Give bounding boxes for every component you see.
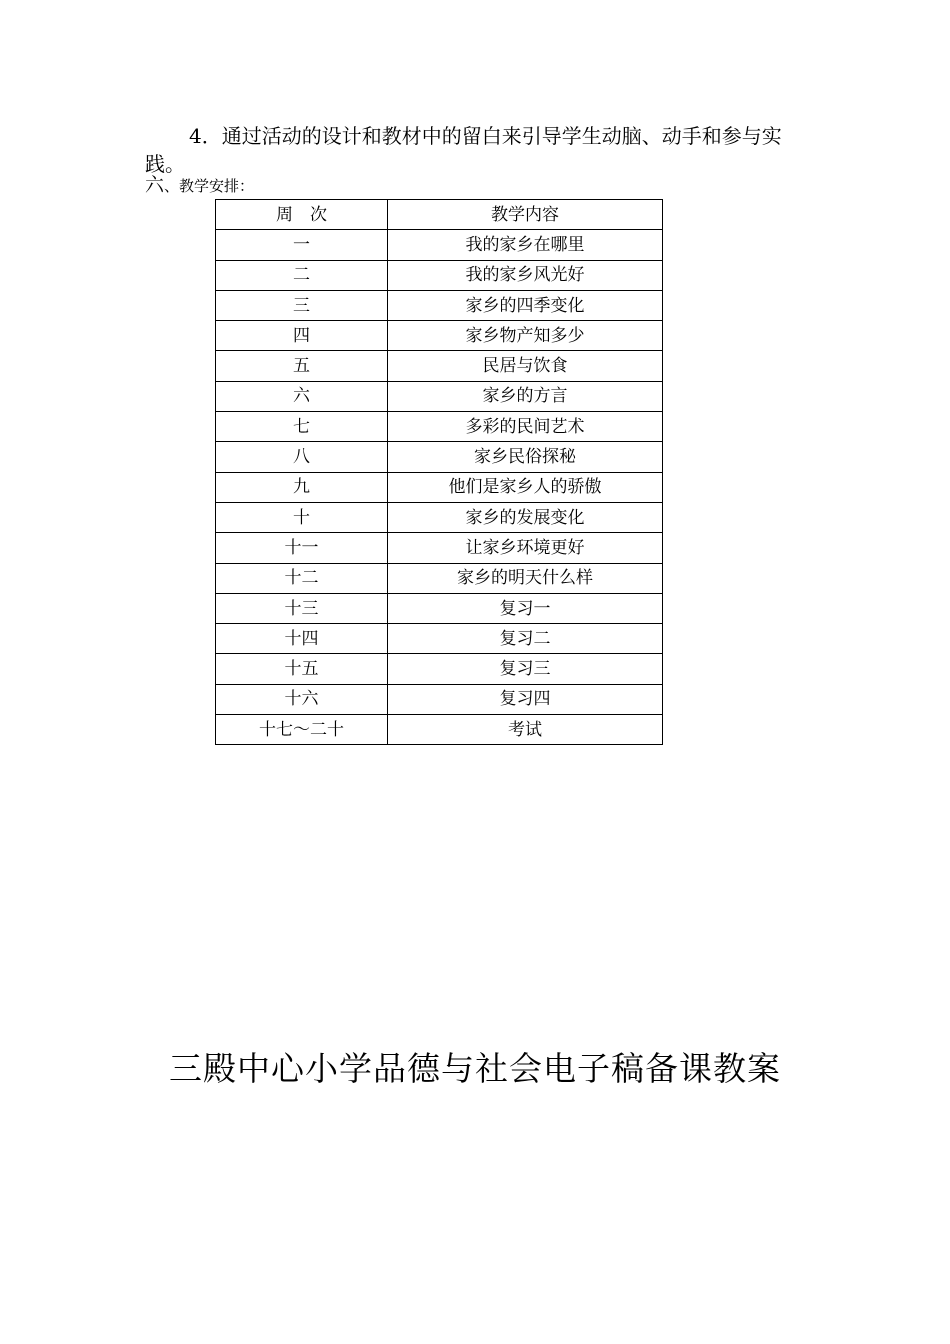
table-row bbox=[216, 442, 663, 472]
content-cell: 家乡的明天什么样 bbox=[388, 563, 663, 593]
content-cell: 民居与饮食 bbox=[388, 351, 663, 381]
week-cell: 十六 bbox=[216, 684, 388, 714]
content-cell: 他们是家乡人的骄傲 bbox=[388, 472, 663, 502]
content-cell: 我的家乡在哪里 bbox=[388, 230, 663, 260]
week-cell: 四 bbox=[216, 321, 388, 351]
content-cell: 复习一 bbox=[388, 593, 663, 623]
week-cell: 十七～二十 bbox=[216, 715, 388, 745]
week-cell: 十 bbox=[216, 502, 388, 532]
week-cell: 十四 bbox=[216, 624, 388, 654]
week-cell: 六 bbox=[216, 381, 388, 411]
content-cell: 家乡物产知多少 bbox=[388, 321, 663, 351]
content-cell: 复习三 bbox=[388, 654, 663, 684]
table-row bbox=[216, 412, 663, 442]
table-row bbox=[216, 381, 663, 411]
table-row bbox=[216, 563, 663, 593]
table-row bbox=[216, 624, 663, 654]
week-cell: 九 bbox=[216, 472, 388, 502]
week-cell: 十一 bbox=[216, 533, 388, 563]
section-heading-teaching-schedule bbox=[145, 174, 254, 197]
table-row bbox=[216, 260, 663, 290]
content-cell: 家乡的四季变化 bbox=[388, 290, 663, 320]
week-cell: 十三 bbox=[216, 593, 388, 623]
content-cell: 复习四 bbox=[388, 684, 663, 714]
section-label: 、教学安排： bbox=[164, 177, 255, 195]
content-cell: 考试 bbox=[388, 715, 663, 745]
table-row bbox=[216, 321, 663, 351]
week-cell: 三 bbox=[216, 290, 388, 320]
week-cell: 十五 bbox=[216, 654, 388, 684]
table-row bbox=[216, 351, 663, 381]
week-cell: 七 bbox=[216, 412, 388, 442]
week-column-header: 周 次 bbox=[216, 200, 388, 230]
week-cell: 八 bbox=[216, 442, 388, 472]
content-cell: 多彩的民间艺术 bbox=[388, 412, 663, 442]
week-cell: 十二 bbox=[216, 563, 388, 593]
week-cell: 五 bbox=[216, 351, 388, 381]
document-title: 三殿中心小学品德与社会电子稿备课教案 bbox=[169, 1049, 781, 1088]
table-row bbox=[216, 684, 663, 714]
table-row bbox=[216, 502, 663, 532]
table-row bbox=[216, 654, 663, 684]
content-cell: 复习二 bbox=[388, 624, 663, 654]
content-cell: 家乡的发展变化 bbox=[388, 502, 663, 532]
table-row bbox=[216, 715, 663, 745]
week-cell: 二 bbox=[216, 260, 388, 290]
week-cell: 一 bbox=[216, 230, 388, 260]
section-number: 六 bbox=[145, 174, 165, 196]
table-header-row bbox=[216, 200, 663, 230]
content-cell: 我的家乡风光好 bbox=[388, 260, 663, 290]
table-row bbox=[216, 290, 663, 320]
content-cell: 家乡民俗探秘 bbox=[388, 442, 663, 472]
table-row bbox=[216, 472, 663, 502]
content-column-header: 教学内容 bbox=[388, 200, 663, 230]
table-row bbox=[216, 230, 663, 260]
teaching-schedule-table bbox=[215, 199, 663, 745]
content-cell: 让家乡环境更好 bbox=[388, 533, 663, 563]
table-row bbox=[216, 533, 663, 563]
objective-paragraph: 4．通过活动的设计和教材中的留白来引导学生动脑、动手和参与实践。 bbox=[145, 124, 782, 176]
table-row bbox=[216, 593, 663, 623]
content-cell: 家乡的方言 bbox=[388, 381, 663, 411]
